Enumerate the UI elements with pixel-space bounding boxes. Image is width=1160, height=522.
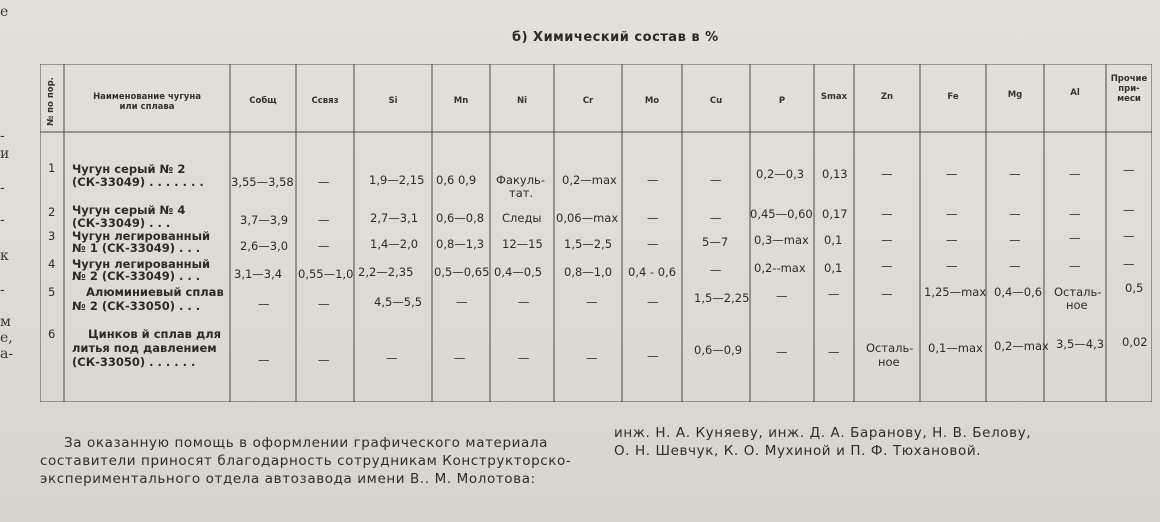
cell-zn-line2: ное (878, 355, 900, 369)
cell-c-bound: — (318, 353, 330, 367)
header-mn: Mn (453, 96, 469, 106)
acknowledgement-line-2: составители приносят благодарность сотрудникам Конструкторско- (40, 453, 572, 469)
acknowledgement-line-3: экспериментального отдела автозавода имени В.. М. Молотова: (40, 471, 536, 487)
cell-c-total: 3,55—3,58 (231, 175, 294, 189)
cell-cr: 1,5—2,5 (564, 237, 613, 251)
row-name-line2: (СК-33049) . . . . . . . (72, 175, 204, 189)
cell-cu: — (710, 263, 722, 277)
cell-al: — (1069, 231, 1081, 245)
cell-cr: 0,06—max (556, 211, 619, 225)
cell-cr: 0,8—1,0 (564, 265, 613, 279)
acknowledgement-line-1: За оказанную помощь в оформлении графического материала (64, 435, 548, 451)
margin-fragment: - (0, 180, 5, 196)
header-mo: Mo (644, 96, 660, 106)
cell-al: — (1069, 167, 1081, 181)
cell-cu: — (710, 211, 722, 225)
cell-other: — (1123, 163, 1135, 177)
cell-mo: 0,4 - 0,6 (628, 265, 677, 279)
cell-cr: — (586, 295, 598, 309)
cell-s: — (828, 287, 840, 301)
acknowledgement-names-2: О. Н. Шевчук, К. О. Мухиной и П. Ф. Тюхановой. (614, 443, 982, 459)
cell-c-bound: — (318, 239, 330, 253)
cell-p: — (776, 289, 788, 303)
cell-si: 4,5—5,5 (374, 295, 423, 309)
row-name-line2: № 2 (СК-33049) . . . (72, 269, 201, 283)
header-p: P (778, 96, 786, 106)
cell-mn: — (456, 295, 468, 309)
cell-p: 0,45—0,60 (750, 207, 813, 221)
margin-fragment: и (0, 146, 10, 162)
cell-ni-line1: 12—15 (502, 237, 543, 251)
cell-cu: 0,6—0,9 (694, 343, 743, 357)
row-num: 6 (48, 327, 56, 341)
cell-mo: — (647, 173, 659, 187)
cell-zn: — (881, 233, 893, 247)
table-title: б) Химический состав в % (512, 30, 719, 45)
row-name-line1: Чугун серый № 2 (72, 162, 186, 176)
cell-c-bound: — (318, 213, 330, 227)
cell-al-line1: Осталь- (1054, 285, 1102, 299)
cell-al: — (1069, 207, 1081, 221)
cell-fe: 0,1—max (928, 341, 983, 355)
cell-fe: — (946, 207, 958, 221)
margin-fragment: м (0, 314, 11, 330)
cell-zn: — (881, 259, 893, 273)
cell-p: 0,2--max (754, 261, 806, 275)
cell-fe: — (946, 167, 958, 181)
header-si: Si (388, 96, 398, 106)
cell-mn: — (454, 351, 466, 365)
cell-c-total: 3,1—3,4 (234, 267, 283, 281)
cell-cu: 1,5—2,25 (694, 291, 750, 305)
cell-mn: 0,8—1,3 (436, 237, 485, 251)
cell-ni-line1: Следы (502, 211, 542, 225)
cell-c-total: 2,6—3,0 (240, 239, 289, 253)
cell-fe: — (946, 233, 958, 247)
row-name-line2: № 1 (СК-33049) . . . (72, 241, 201, 255)
cell-fe: — (946, 259, 958, 273)
header-other-line2: при- (1118, 84, 1140, 94)
header-c-total: Cобщ (249, 96, 277, 106)
margin-fragment: а- (0, 346, 14, 362)
cell-mo: — (647, 295, 659, 309)
cell-si: 1,4—2,0 (370, 237, 419, 251)
cell-ni-line1: — (518, 295, 530, 309)
cell-s: 0,17 (822, 207, 848, 221)
acknowledgement-names-1: инж. Н. А. Куняеву, инж. Д. А. Баранову, Н. В. Белову, (614, 425, 1032, 441)
cell-c-bound: — (318, 175, 330, 189)
row-num: 1 (48, 161, 56, 175)
header-name-line1: Наименование чугуна (93, 92, 201, 102)
cell-p: — (776, 345, 788, 359)
row-num: 4 (48, 257, 56, 271)
cell-al: 3,5—4,3 (1056, 337, 1105, 351)
cell-al: — (1069, 259, 1081, 273)
cell-mn: 0,5—0,65 (434, 265, 490, 279)
row-num: 5 (48, 285, 56, 299)
row-name-line1: Чугун серый № 4 (72, 203, 186, 217)
header-name (64, 92, 230, 112)
header-zn: Zn (880, 92, 894, 102)
header-name-line2: или сплава (119, 102, 175, 112)
cell-mg: — (1009, 233, 1021, 247)
cell-c-total: — (258, 297, 270, 311)
cell-mg: — (1009, 167, 1021, 181)
composition-table (40, 64, 1152, 402)
cell-c-total: 3,7—3,9 (240, 213, 289, 227)
margin-fragment: е (0, 4, 9, 20)
cell-mo: — (647, 349, 659, 363)
row-num: 3 (48, 229, 56, 243)
cell-si: 2,2—2,35 (358, 265, 414, 279)
header-fe: Fe (947, 92, 959, 102)
cell-mg: — (1009, 207, 1021, 221)
cell-cu: — (710, 173, 722, 187)
margin-fragment: - (0, 128, 5, 144)
cell-mg: — (1009, 259, 1021, 273)
cell-ni-line1: Факуль- (496, 173, 545, 187)
row-name-line2: (СК-33049) . . . (72, 216, 171, 230)
cell-mn: 0,6 0,9 (436, 173, 477, 187)
cell-ni-line1: 0,4—0,5 (494, 265, 543, 279)
margin-fragment: к (0, 248, 9, 264)
cell-zn: — (881, 287, 893, 301)
header-other-line3: меси (1117, 94, 1141, 104)
cell-zn: — (881, 167, 893, 181)
header-s: Smax (820, 92, 848, 102)
row-name-line1: Алюминиевый сплав (86, 285, 224, 299)
cell-si: 1,9—2,15 (369, 173, 425, 187)
row-name-line1: Чугун легированный (72, 257, 211, 271)
cell-other: 0,5 (1125, 281, 1144, 295)
cell-other: — (1123, 229, 1135, 243)
cell-c-bound: 0,55—1,0 (298, 267, 354, 281)
cell-cu: 5—7 (702, 235, 729, 249)
cell-zn: — (881, 207, 893, 221)
header-al: Al (1070, 88, 1080, 98)
cell-ni-line1: — (518, 351, 530, 365)
cell-cr: — (586, 351, 598, 365)
margin-fragment: - (0, 212, 5, 228)
margin-fragment: - (0, 282, 5, 298)
header-c-bound: Cсвяз (311, 96, 339, 106)
cell-mg: 0,4—0,6 (994, 285, 1043, 299)
cell-other: — (1123, 257, 1135, 271)
header-other-line1: Прочие (1110, 74, 1148, 84)
cell-al-line2: ное (1066, 298, 1088, 312)
cell-mo: — (647, 211, 659, 225)
cell-c-bound: — (318, 297, 330, 311)
cell-si: 2,7—3,1 (370, 211, 419, 225)
row-name-line1: Цинков й сплав для (88, 327, 222, 341)
cell-p: 0,3—max (754, 233, 809, 247)
cell-cr: 0,2—max (562, 173, 617, 187)
cell-p: 0,2—0,3 (756, 167, 805, 181)
header-ni: Ni (516, 96, 528, 106)
cell-mg: 0,2—max (994, 339, 1049, 353)
cell-fe: 1,25—max (924, 285, 987, 299)
cell-mn: 0,6—0,8 (436, 211, 485, 225)
row-name-line3: (СК-33050) . . . . . . (72, 355, 196, 369)
cell-other: — (1123, 203, 1135, 217)
cell-s: 0,1 (824, 233, 843, 247)
header-other (1106, 74, 1152, 104)
row-name-line2: литья под давлением (72, 341, 217, 355)
cell-c-total: — (258, 353, 270, 367)
margin-fragment: е, (0, 330, 13, 346)
cell-s: 0,1 (824, 261, 843, 275)
row-name-line1: Чугун легированный (72, 229, 211, 243)
cell-s: 0,13 (822, 167, 848, 181)
cell-ni-line2: тат. (509, 186, 534, 200)
header-cr: Cr (582, 96, 594, 106)
cell-zn-line1: Осталь- (866, 341, 914, 355)
cell-s: — (828, 345, 840, 359)
header-num: № по пор. (46, 77, 56, 126)
header-cu: Cu (709, 96, 723, 106)
header-mg: Mg (1007, 90, 1023, 100)
row-name-line2: № 2 (СК-33050) . . . (72, 299, 201, 313)
cell-mo: — (647, 237, 659, 251)
row-num: 2 (48, 205, 56, 219)
cell-si: — (386, 351, 398, 365)
cell-other: 0,02 (1122, 335, 1148, 349)
